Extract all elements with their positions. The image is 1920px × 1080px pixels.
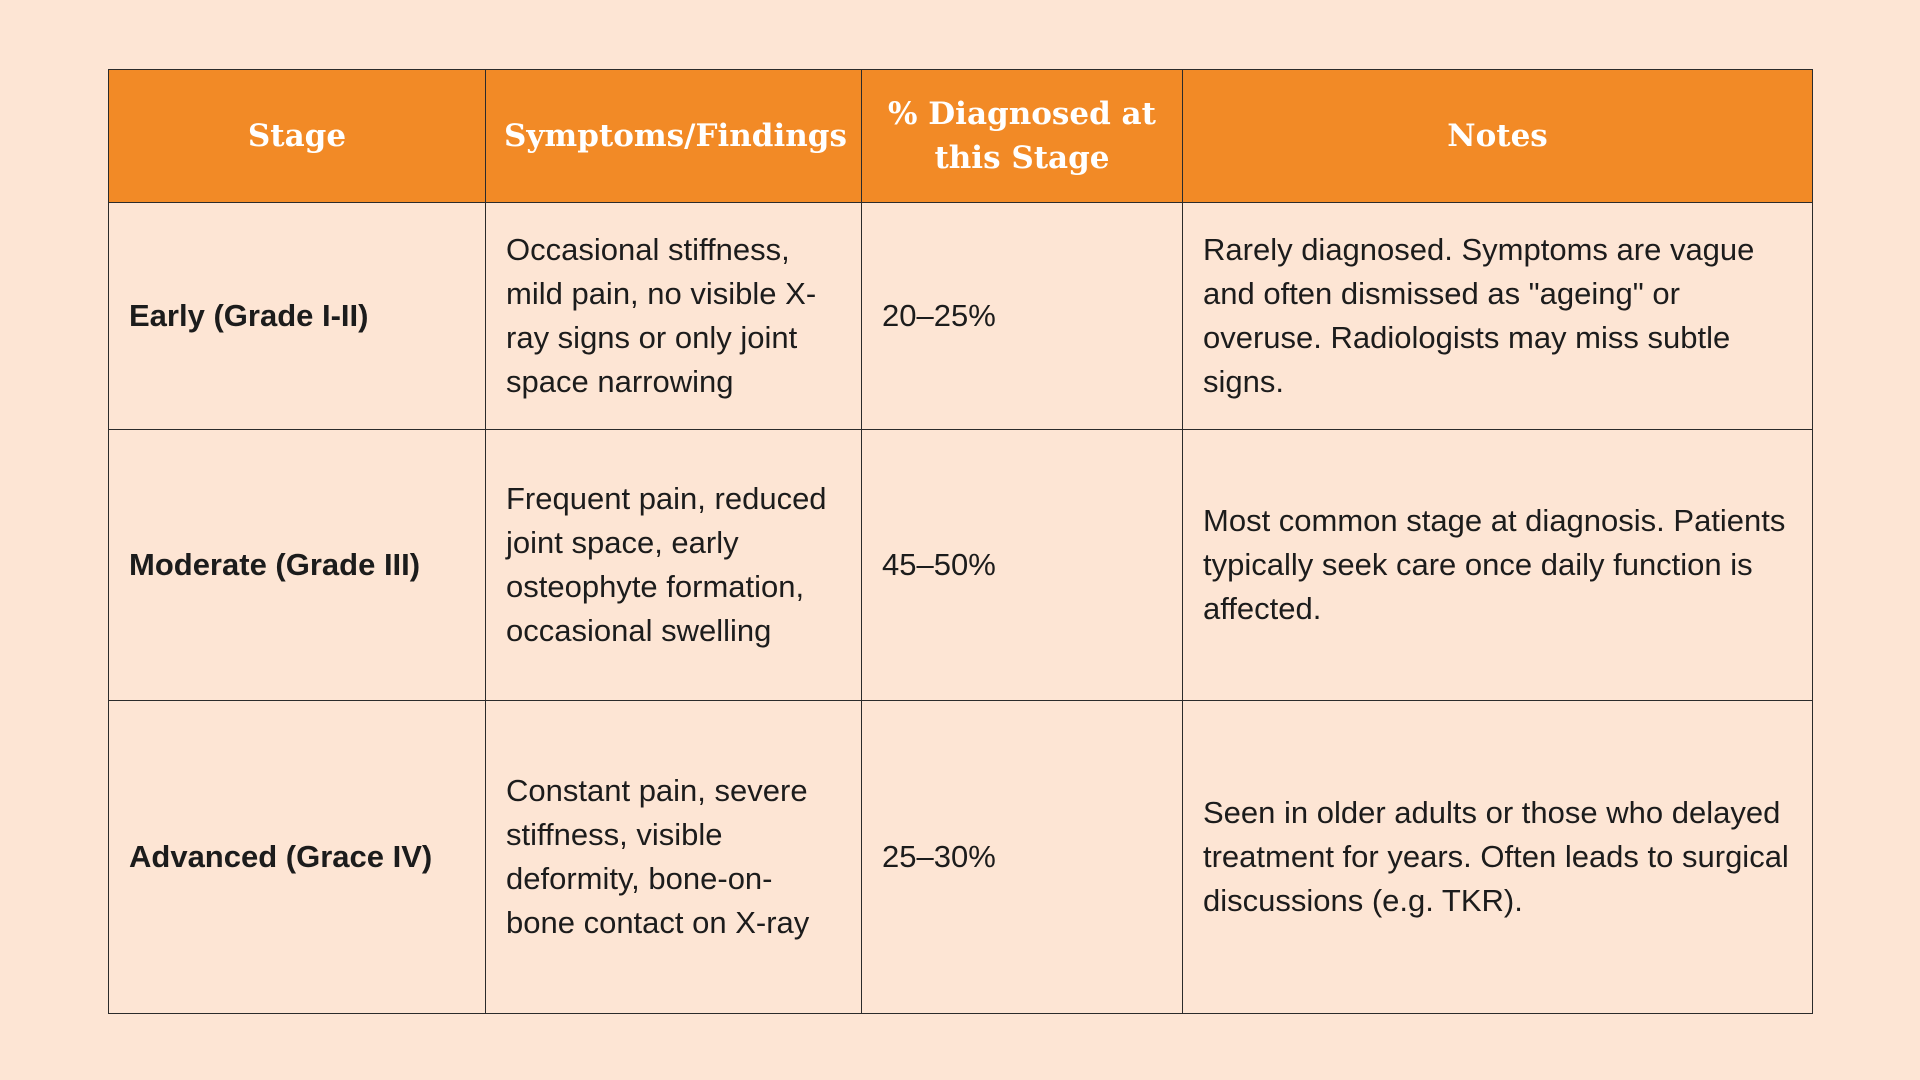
symptoms-cell: Occasional stiffness, mild pain, no visible X-ray signs or only joint space narrowing: [486, 203, 862, 430]
stage-cell: Advanced (Grace IV): [109, 701, 486, 1014]
symptoms-cell: Constant pain, severe stiffness, visible deformity, bone-on-bone contact on X-ray: [486, 701, 862, 1014]
percent-cell: 45–50%: [862, 430, 1183, 701]
table-header-row: [109, 70, 1813, 203]
stage-cell: Moderate (Grade III): [109, 430, 486, 701]
notes-cell: Seen in older adults or those who delayed treatment for years. Often leads to surgical discussions (e.g. TKR).: [1183, 701, 1813, 1014]
table-row: [109, 701, 1813, 1014]
percent-cell: 20–25%: [862, 203, 1183, 430]
osteoarthritis-stage-table: [108, 69, 1813, 1014]
header-symptoms-findings: Symptoms/Findings: [486, 70, 862, 203]
header-notes: Notes: [1183, 70, 1813, 203]
stage-cell: Early (Grade I-II): [109, 203, 486, 430]
table-row: [109, 203, 1813, 430]
header-percent-diagnosed: % Diagnosed at this Stage: [862, 70, 1183, 203]
table-row: [109, 430, 1813, 701]
percent-cell: 25–30%: [862, 701, 1183, 1014]
notes-cell: Rarely diagnosed. Symptoms are vague and often dismissed as "ageing" or overuse. Radiologists may miss subtle signs.: [1183, 203, 1813, 430]
notes-cell: Most common stage at diagnosis. Patients typically seek care once daily function is affected.: [1183, 430, 1813, 701]
header-stage: Stage: [109, 70, 486, 203]
osteoarthritis-stage-table-container: [108, 69, 1812, 1014]
symptoms-cell: Frequent pain, reduced joint space, early osteophyte formation, occasional swelling: [486, 430, 862, 701]
